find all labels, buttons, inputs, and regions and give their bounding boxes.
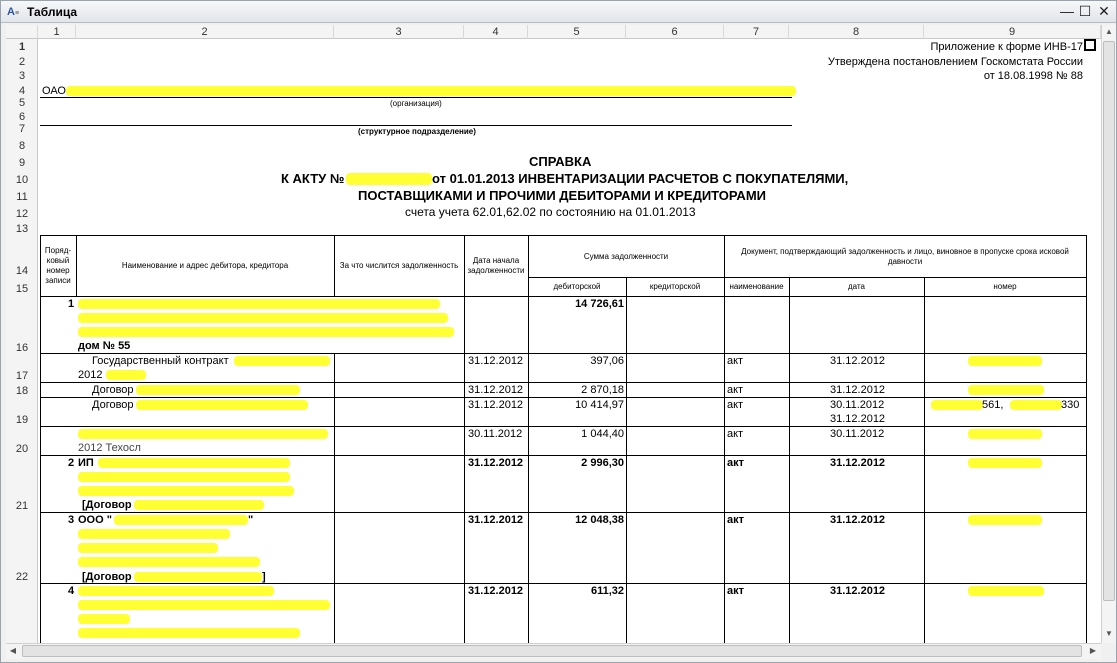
row-header-bar bbox=[6, 39, 38, 643]
grid-line bbox=[40, 382, 1086, 383]
horizontal-scrollbar[interactable] bbox=[6, 643, 1101, 659]
redacted-contract bbox=[134, 500, 264, 510]
row-header[interactable]: 16 bbox=[15, 342, 29, 354]
row-header[interactable]: 19 bbox=[15, 414, 29, 426]
close-icon[interactable]: ✕ bbox=[1098, 3, 1110, 19]
doc-title: СПРАВКА bbox=[529, 154, 592, 169]
contract-year: 2012 Техосл bbox=[78, 442, 141, 454]
col-header-2[interactable]: 2 bbox=[76, 25, 334, 39]
doc-name: акт bbox=[727, 514, 745, 526]
doc-name: акт bbox=[727, 585, 745, 597]
vertical-scrollbar[interactable] bbox=[1101, 25, 1116, 643]
maximize-icon[interactable]: ☐ bbox=[1078, 3, 1092, 19]
doc-date: 30.11.2012 bbox=[830, 428, 885, 440]
col-header-5[interactable]: 5 bbox=[528, 25, 626, 39]
redacted-debtor bbox=[78, 313, 448, 323]
redacted-debtor bbox=[78, 614, 130, 624]
active-cell-cursor[interactable] bbox=[1084, 39, 1096, 51]
contract-label: Государственный контракт bbox=[92, 355, 229, 367]
start-date: 31.12.2012 bbox=[468, 384, 524, 396]
dept-caption: (структурное подразделение) bbox=[358, 127, 476, 136]
dept-underline bbox=[40, 125, 792, 126]
row-header[interactable]: 20 bbox=[15, 443, 29, 455]
title-bar[interactable] bbox=[1, 1, 1116, 23]
scroll-down-icon[interactable]: ▼ bbox=[1105, 629, 1113, 638]
row-header[interactable]: 22 bbox=[15, 571, 29, 583]
debtor-address-tail: дом № 55 bbox=[78, 340, 131, 352]
start-date: 31.12.2012 bbox=[468, 457, 524, 469]
entry-num: 1 bbox=[68, 298, 75, 310]
doc-date: 31.12.2012 bbox=[830, 585, 886, 597]
grid-line bbox=[626, 277, 627, 643]
redacted-contract bbox=[136, 400, 308, 410]
start-date: 31.12.2012 bbox=[468, 355, 524, 367]
col-header-6[interactable]: 6 bbox=[626, 25, 724, 39]
redacted-contract bbox=[134, 572, 262, 582]
corner-cell[interactable] bbox=[6, 25, 38, 39]
redacted-contract bbox=[106, 370, 146, 380]
grid-line bbox=[724, 235, 725, 643]
row-header[interactable]: 11 bbox=[16, 191, 28, 203]
spreadsheet-icon: A≡ bbox=[7, 6, 20, 18]
contract-label: Договор bbox=[92, 384, 134, 396]
annex-note: Приложение к форме ИНВ-17 bbox=[930, 41, 1083, 53]
scroll-right-icon[interactable]: ▶ bbox=[1089, 646, 1097, 655]
table-header-bottom-border bbox=[40, 296, 1086, 297]
doc-num: 330 bbox=[1061, 399, 1080, 411]
th-doc-date: дата bbox=[848, 282, 865, 291]
col-header-1[interactable]: 1 bbox=[38, 25, 76, 39]
col-header-4[interactable]: 4 bbox=[464, 25, 528, 39]
col-header-8[interactable]: 8 bbox=[789, 25, 924, 39]
start-date: 31.12.2012 bbox=[468, 585, 524, 597]
debtor-name: ИП bbox=[78, 457, 94, 469]
start-date: 30.11.2012 bbox=[468, 428, 523, 440]
start-date: 31.12.2012 bbox=[468, 399, 524, 411]
doc-name: акт bbox=[727, 399, 744, 411]
org-underline bbox=[40, 97, 792, 98]
redacted-org-name bbox=[66, 86, 796, 96]
redacted-doc-num bbox=[1010, 400, 1062, 410]
title-line-4: счета учета 62.01,62.02 по состоянию на 01.01.2013 bbox=[405, 205, 696, 219]
start-date: 31.12.2012 bbox=[468, 514, 524, 526]
redacted-doc-num bbox=[931, 400, 983, 410]
row-header[interactable]: 6 bbox=[18, 111, 26, 123]
grid-line bbox=[789, 277, 790, 643]
row-header[interactable]: 3 bbox=[18, 70, 26, 82]
column-header-bar bbox=[6, 25, 1101, 39]
doc-date: 31.12.2012 bbox=[830, 355, 886, 367]
debit-amount: 611,32 bbox=[590, 585, 624, 597]
th-name: Наименование и адрес дебитора, кредитора bbox=[121, 261, 289, 270]
grid-line bbox=[528, 235, 529, 643]
redacted-act-number bbox=[346, 173, 432, 185]
col-header-7[interactable]: 7 bbox=[724, 25, 789, 39]
th-sum: Сумма задолженности bbox=[583, 251, 669, 261]
doc-date: 31.12.2012 bbox=[830, 457, 886, 469]
grid-line bbox=[40, 235, 41, 643]
doc-name: акт bbox=[727, 384, 744, 396]
th-debit: дебиторской bbox=[553, 282, 601, 291]
debit-amount: 14 726,61 bbox=[575, 298, 624, 310]
debit-amount: 397,06 bbox=[590, 355, 624, 367]
redacted-doc-num bbox=[968, 429, 1042, 439]
debit-amount: 12 048,38 bbox=[575, 514, 624, 526]
redacted-contract bbox=[78, 429, 328, 439]
doc-date: 30.11.2012 bbox=[830, 399, 885, 411]
title-line-3: ПОСТАВЩИКАМИ И ПРОЧИМИ ДЕБИТОРАМИ И КРЕДИТОРАМИ bbox=[358, 188, 766, 203]
minimize-icon[interactable]: — bbox=[1060, 3, 1074, 19]
redacted-doc-num bbox=[968, 515, 1042, 525]
row-header[interactable]: 12 bbox=[15, 208, 29, 220]
redacted-debtor bbox=[78, 327, 454, 337]
grid-line bbox=[40, 455, 1086, 456]
redacted-doc-num bbox=[968, 586, 1044, 596]
debit-amount: 10 414,97 bbox=[575, 399, 624, 411]
vertical-scroll-thumb[interactable] bbox=[1103, 41, 1115, 601]
redacted-debtor bbox=[78, 628, 300, 638]
entry-num: 3 bbox=[68, 514, 75, 526]
row-header[interactable]: 18 bbox=[15, 385, 29, 397]
redacted-contract bbox=[136, 385, 300, 395]
th-doc-num: номер bbox=[993, 282, 1017, 291]
redacted-debtor bbox=[78, 600, 330, 610]
org-caption: (организация) bbox=[390, 99, 442, 108]
debtor-name-end: " bbox=[248, 514, 254, 526]
entry-num: 4 bbox=[68, 585, 75, 597]
redacted-contract bbox=[234, 356, 330, 366]
approval-date: от 18.08.1998 № 88 bbox=[983, 70, 1083, 82]
grid-line bbox=[76, 235, 77, 296]
row-header[interactable]: 15 bbox=[15, 283, 29, 295]
window-title: Таблица bbox=[27, 5, 78, 19]
entry-num: 2 bbox=[68, 457, 75, 469]
scroll-left-icon[interactable]: ◀ bbox=[9, 646, 17, 655]
scroll-up-icon[interactable]: ▲ bbox=[1105, 27, 1113, 36]
contract-label-end: ] bbox=[262, 571, 266, 583]
th-doc: Документ, подтверждающий задолженность и лицо, виновное в пропуске срока исковой давности bbox=[741, 246, 1069, 266]
redacted-debtor bbox=[114, 515, 248, 525]
doc-num: 561, bbox=[982, 399, 1004, 411]
horizontal-scroll-thumb[interactable] bbox=[22, 645, 1082, 657]
redacted-debtor bbox=[78, 557, 260, 567]
redacted-debtor bbox=[78, 586, 274, 596]
row-header[interactable]: 21 bbox=[15, 500, 29, 512]
debit-amount: 2 996,30 bbox=[581, 457, 624, 469]
th-num: Поряд-ковый номер записи bbox=[44, 246, 72, 285]
row-header[interactable]: 7 bbox=[18, 123, 26, 135]
th-credit: кредиторской bbox=[649, 282, 701, 291]
redacted-debtor bbox=[78, 529, 230, 539]
row-header[interactable]: 17 bbox=[15, 370, 29, 382]
row-header[interactable]: 14 bbox=[15, 265, 29, 277]
redacted-doc-num bbox=[968, 458, 1042, 468]
title-line-2: от 01.01.2013 ИНВЕНТАРИЗАЦИИ РАСЧЕТОВ С ПОКУПАТЕЛЯМИ, bbox=[432, 171, 849, 186]
approval-note: Утверждена постановлением Госкомстата России bbox=[827, 56, 1083, 68]
spreadsheet-area[interactable] bbox=[38, 39, 1101, 643]
contract-label: [Договор bbox=[82, 499, 132, 511]
doc-name: акт bbox=[727, 457, 745, 469]
redacted-debtor bbox=[98, 458, 290, 468]
grid-line bbox=[334, 235, 335, 296]
contract-year: 2012 bbox=[78, 369, 103, 381]
redacted-debtor bbox=[78, 543, 218, 553]
doc-date: 31.12.2012 bbox=[830, 384, 886, 396]
grid-line bbox=[40, 353, 1086, 354]
grid-line bbox=[40, 397, 1086, 398]
th-for-what: За что числится задолженность bbox=[339, 261, 459, 270]
th-start-date: Дата начала задолженности bbox=[467, 256, 525, 275]
grid-line bbox=[1086, 235, 1087, 643]
act-prefix: К АКТУ № bbox=[281, 171, 345, 186]
row-header[interactable]: 4 bbox=[18, 85, 26, 97]
row-header[interactable]: 5 bbox=[18, 97, 26, 109]
grid-line bbox=[924, 277, 925, 643]
contract-label: [Договор bbox=[82, 571, 132, 583]
redacted-debtor bbox=[78, 472, 290, 482]
row-header[interactable]: 8 bbox=[18, 140, 26, 152]
row-header[interactable]: 10 bbox=[15, 174, 29, 186]
row-header[interactable]: 2 bbox=[18, 56, 26, 68]
grid-line bbox=[40, 426, 1086, 427]
contract-label: Договор bbox=[92, 399, 134, 411]
grid-line bbox=[40, 583, 1086, 584]
grid-line bbox=[464, 235, 465, 643]
debtor-name: ООО " bbox=[78, 514, 112, 526]
doc-date: 31.12.2012 bbox=[830, 514, 886, 526]
debit-amount: 2 870,18 bbox=[581, 384, 624, 396]
row-header[interactable]: 9 bbox=[18, 157, 26, 169]
redacted-doc-num bbox=[968, 356, 1042, 366]
redacted-debtor bbox=[78, 299, 440, 309]
doc-name: акт bbox=[727, 355, 744, 367]
th-doc-name: наименование bbox=[729, 282, 784, 291]
doc-name: акт bbox=[727, 428, 744, 440]
col-header-9[interactable]: 9 bbox=[924, 25, 1101, 39]
row-header[interactable]: 1 bbox=[18, 41, 26, 53]
grid-line bbox=[40, 512, 1086, 513]
redacted-debtor bbox=[78, 486, 294, 496]
org-prefix: ОАО bbox=[42, 85, 66, 97]
redacted-doc-num bbox=[968, 385, 1044, 395]
row-header[interactable]: 13 bbox=[15, 223, 29, 235]
doc-date: 31.12.2012 bbox=[830, 413, 886, 425]
debit-amount: 1 044,40 bbox=[581, 428, 624, 440]
col-header-3[interactable]: 3 bbox=[334, 25, 464, 39]
